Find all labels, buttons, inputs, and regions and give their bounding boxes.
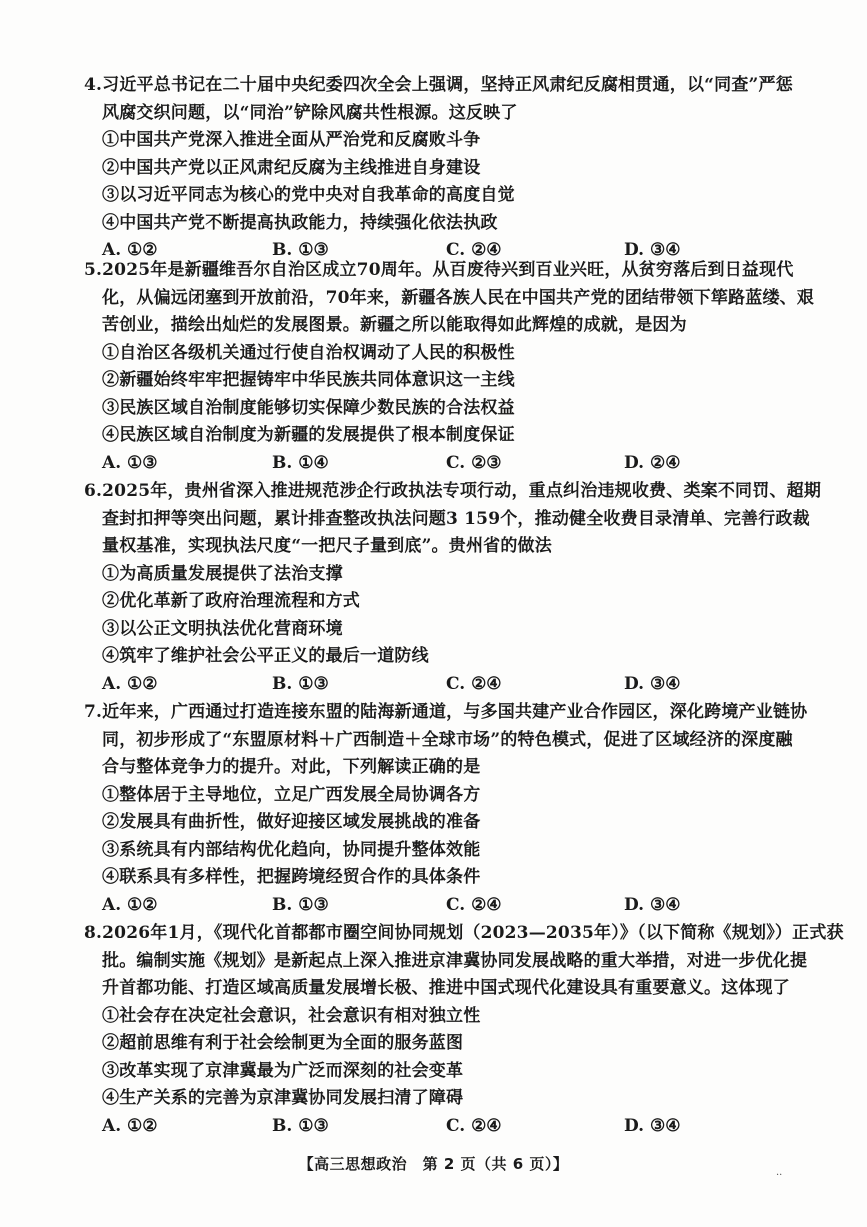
statement-option: ②超前思维有利于社会绘制更为全面的服务蓝图 (102, 1033, 464, 1053)
statement-option: ③改革实现了京津冀最为广泛而深刻的社会变革 (102, 1060, 464, 1081)
question-stem-line: 风腐交织问题，以“同治”铲除风腐共性根源。这反映了 (102, 102, 518, 123)
statement-option: ①中国共产党深入推进全面从严治党和反腐败斗争 (102, 130, 481, 150)
choice-a[interactable]: A. ①② (102, 1115, 158, 1136)
question-6 (84, 478, 822, 698)
choice-a[interactable]: A. ①② (102, 240, 158, 260)
question-4 (84, 72, 804, 265)
answer-choices (84, 1113, 804, 1141)
question-stem-line: 查封扣押等突出问题，累计排查整改执法问题3 159个，推动健全收费目录清单、完善行政裁 (102, 508, 810, 529)
choice-b[interactable]: B. ①③ (272, 673, 329, 694)
choice-c[interactable]: C. ②④ (446, 240, 502, 260)
question-stem-line: 升首都功能、打造区域高质量发展增长极、推进中国式现代化建设具有重要意义。这体现了 (102, 978, 790, 998)
question-5 (84, 257, 815, 477)
choice-d[interactable]: D. ③④ (624, 673, 681, 694)
choice-c[interactable]: C. ②③ (446, 452, 502, 473)
question-7 (84, 699, 808, 919)
statement-option: ③以公正文明执法优化营商环境 (102, 618, 343, 639)
question-stem-line: 6.2025年，贵州省深入推进规范涉企行政执法专项行动，重点纠治违规收费、类案不同罚、超期 (84, 481, 822, 501)
statement-option: ④中国共产党不断提高执政能力，持续强化依法执政 (102, 212, 498, 233)
question-stem-line: 同，初步形成了“东盟原材料＋广西制造＋全球市场”的特色模式，促进了区域经济的深度融 (102, 729, 793, 750)
page-footer: 【高三思想政治 第 2 页（共 6 页）】 (298, 1155, 569, 1173)
question-stem-line: 化，从偏远闭塞到开放前沿，70年来，新疆各族人民在中国共产党的团结带领下筚路蓝缕、艰 (102, 287, 815, 308)
choice-d[interactable]: D. ③④ (624, 1115, 681, 1136)
choice-a[interactable]: A. ①② (102, 894, 158, 915)
question-stem-line: 5.2025年是新疆维吾尔自治区成立70周年。从百废待兴到百业兴旺，从贫穷落后到日益现代 (84, 260, 794, 280)
statement-option: ②发展具有曲折性，做好迎接区域发展挑战的准备 (102, 812, 481, 832)
question-stem-line: 合与整体竞争力的提升。对此，下列解读正确的是 (102, 757, 481, 777)
question-stem-line: 苦创业，描绘出灿烂的发展图景。新疆之所以能取得如此辉煌的成就，是因为 (102, 315, 687, 335)
statement-option: ②中国共产党以正风肃纪反腐为主线推进自身建设 (102, 157, 481, 178)
statement-option: ④联系具有多样性，把握跨境经贸合作的具体条件 (102, 867, 481, 887)
statement-option: ①自治区各级机关通过行使自治权调动了人民的积极性 (102, 342, 515, 363)
choice-b[interactable]: B. ①③ (272, 1115, 329, 1136)
question-stem-line: 4.习近平总书记在二十届中央纪委四次全会上强调，坚持正风肃纪反腐相贯通，以“同查”严惩 (84, 75, 793, 95)
statement-option: ①整体居于主导地位，立足广西发展全局协调各方 (102, 784, 481, 805)
statement-option: ①为高质量发展提供了法治支撑 (102, 563, 343, 584)
statement-option: ②新疆始终牢牢把握铸牢中华民族共同体意识这一主线 (102, 370, 515, 390)
choice-c[interactable]: C. ②④ (446, 1115, 502, 1136)
statement-option: ③以习近平同志为核心的党中央对自我革命的高度自觉 (102, 185, 515, 205)
question-stem-line: 7.近年来，广西通过打造连接东盟的陆海新通道，与多国共建产业合作园区，深化跨境产业链协 (84, 702, 808, 722)
choice-b[interactable]: B. ①③ (272, 240, 329, 260)
choice-a[interactable]: A. ①② (102, 673, 158, 694)
statement-option: ④民族区域自治制度为新疆的发展提供了根本制度保证 (102, 425, 515, 445)
choice-d[interactable]: D. ③④ (624, 240, 681, 260)
corner-mark: ·· (776, 1170, 783, 1181)
choice-b[interactable]: B. ①④ (272, 452, 329, 473)
question-stem-line: 批。编制实施《规划》是新起点上深入推进京津冀协同发展战略的重大举措，对进一步优化提 (102, 950, 808, 971)
choice-c[interactable]: C. ②④ (446, 894, 502, 915)
statement-option: ①社会存在决定社会意识，社会意识有相对独立性 (102, 1005, 481, 1026)
question-stem-line: 量权基准，实现执法尺度“一把尺子量到底”。贵州省的做法 (102, 536, 552, 556)
choice-d[interactable]: D. ②④ (624, 452, 681, 473)
answer-choices (84, 450, 804, 478)
statement-option: ④生产关系的完善为京津冀协同发展扫清了障碍 (102, 1088, 464, 1108)
choice-c[interactable]: C. ②④ (446, 673, 502, 694)
answer-choices (84, 671, 804, 699)
statement-option: ②优化革新了政府治理流程和方式 (102, 591, 360, 611)
statement-option: ③系统具有内部结构优化趋向，协同提升整体效能 (102, 839, 481, 860)
choice-d[interactable]: D. ③④ (624, 894, 681, 915)
question-stem-line: 8.2026年1月，《现代化首都都市圈空间协同规划（2023—2035年）》（以下简称《规划》）正式获 (84, 923, 844, 943)
question-8 (84, 920, 844, 1140)
choice-a[interactable]: A. ①③ (102, 452, 158, 473)
choice-b[interactable]: B. ①③ (272, 894, 329, 915)
statement-option: ③民族区域自治制度能够切实保障少数民族的合法权益 (102, 397, 515, 418)
statement-option: ④筑牢了维护社会公平正义的最后一道防线 (102, 646, 429, 666)
answer-choices (84, 892, 804, 920)
